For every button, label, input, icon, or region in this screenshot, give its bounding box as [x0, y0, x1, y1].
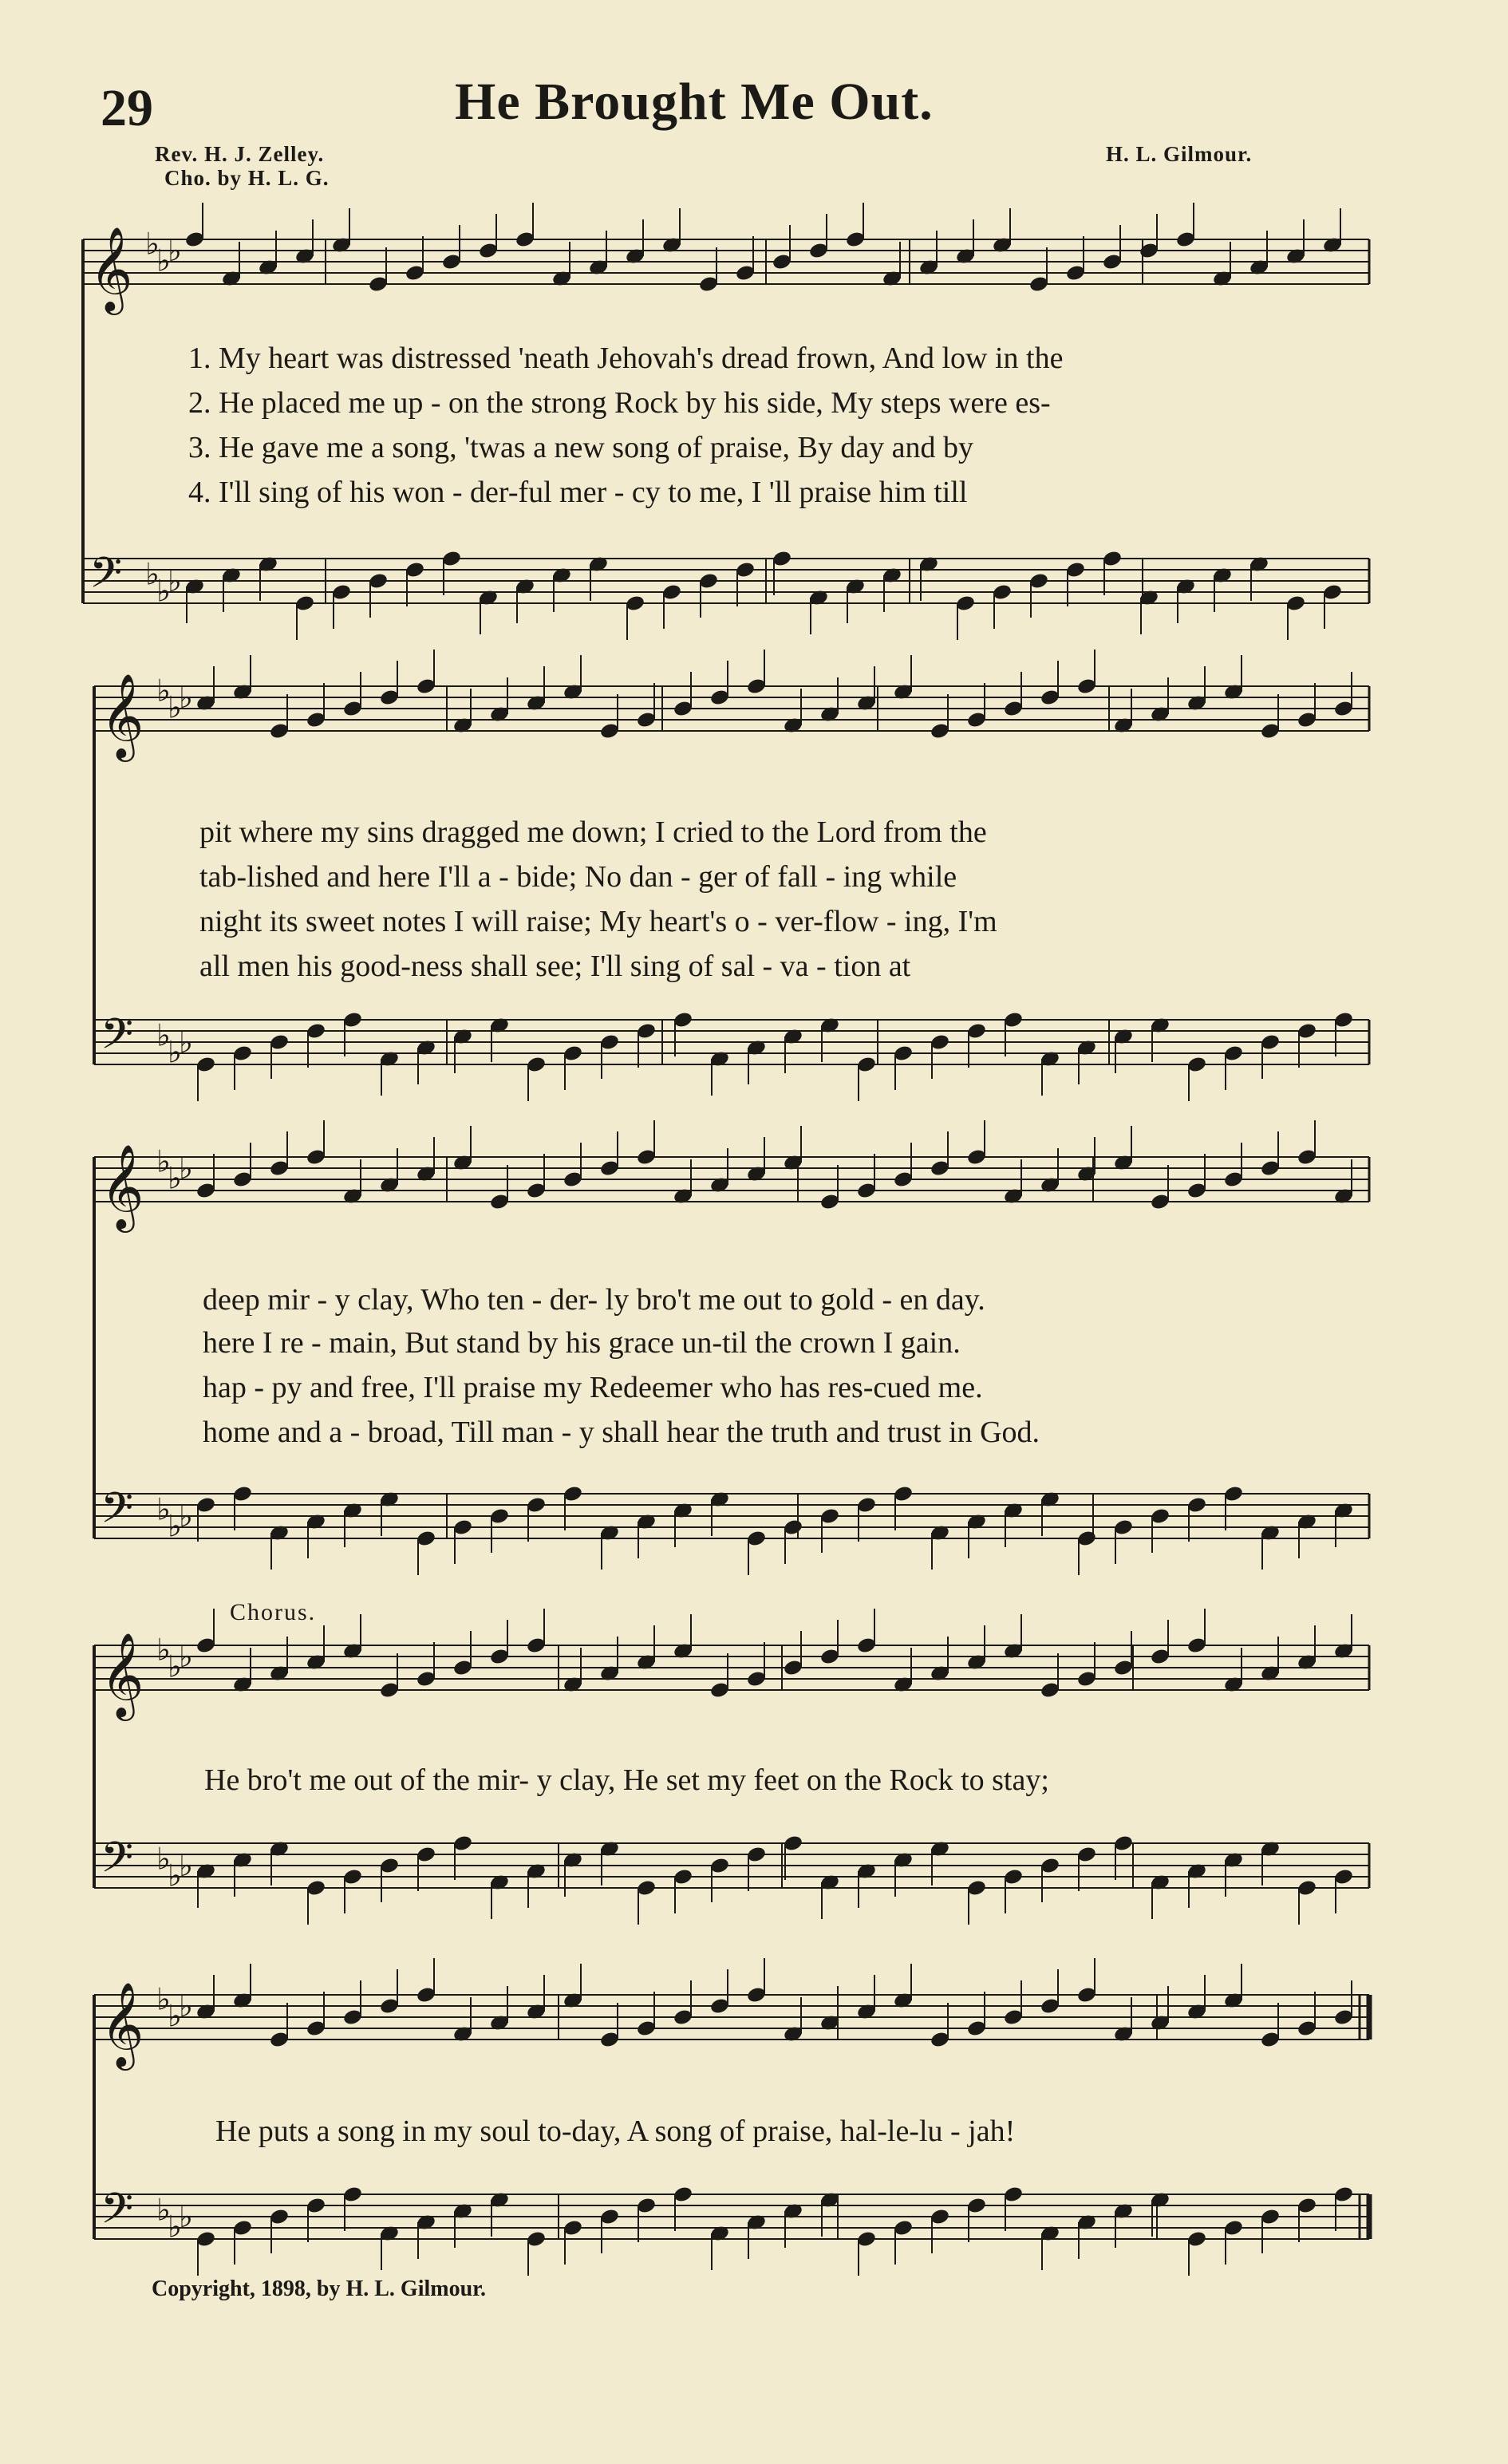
flat-sign: ♭ [156, 1981, 171, 2017]
flat-sign: ♭ [168, 232, 182, 268]
flat-sign: ♭ [168, 689, 182, 725]
flat-sign: ♭ [179, 1024, 193, 1060]
flat-sign: ♭ [156, 243, 171, 278]
flat-sign: ♭ [168, 1858, 182, 1893]
verse-2-line-1: 2. He placed me up - on the strong Rock by his side, My steps were es- [188, 386, 1051, 420]
flat-sign: ♭ [168, 563, 182, 598]
flat-sign: ♭ [168, 1508, 182, 1544]
verse-2-line-3: here I re - main, But stand by his grace un-til the crown I gain. [203, 1326, 961, 1360]
verse-2-line-2: tab-lished and here I'll a - bide; No dan - ger of fall - ing while [199, 860, 957, 894]
bass-clef: 𝄢 [101, 2185, 134, 2244]
lyricist-credit: Rev. H. J. Zelley. [155, 142, 325, 166]
hymn-number: 29 [101, 79, 153, 137]
verse-4-line-3: home and a - broad, Till man - y shall hear the truth and trust in God. [203, 1416, 1040, 1449]
bass-clef: 𝄢 [101, 1834, 134, 1893]
verse-1-line-1: 1. My heart was distressed 'neath Jehovah's dread frown, And low in the [188, 342, 1064, 375]
verse-4-line-1: 4. I'll sing of his won - der-ful mer - cy to me, I 'll praise him till [188, 476, 968, 509]
copyright-notice: Copyright, 1898, by H. L. Gilmour. [152, 2276, 487, 2301]
verse-1-line-3: deep mir - y clay, Who ten - der- ly bro't me out to gold - en day. [203, 1283, 985, 1317]
flat-sign: ♭ [145, 556, 160, 592]
chorus-credit: Cho. by H. L. G. [164, 166, 330, 190]
flat-sign: ♭ [179, 1847, 193, 1883]
flat-sign: ♭ [156, 1841, 171, 1877]
flat-sign: ♭ [168, 1160, 182, 1196]
verse-3-line-2: night its sweet notes I will raise; My heart's o - ver-flow - ing, I'm [199, 905, 997, 938]
verse-3-line-1: 3. He gave me a song, 'twas a new song of praise, By day and by [188, 431, 974, 464]
treble-clef: 𝄞 [89, 226, 133, 311]
verse-3-line-3: hap - py and free, I'll praise my Redeemer who has res-cued me. [203, 1371, 983, 1404]
treble-clef: 𝄞 [101, 673, 144, 758]
flat-sign: ♭ [168, 2209, 182, 2245]
flat-sign: ♭ [156, 2192, 171, 2228]
flat-sign: ♭ [156, 1017, 171, 1053]
flat-sign: ♭ [179, 1638, 193, 1674]
flat-sign: ♭ [156, 1143, 171, 1179]
flat-sign: ♭ [179, 1150, 193, 1186]
flat-sign: ♭ [179, 1498, 193, 1534]
verse-1-line-2: pit where my sins dragged me down; I cried to the Lord from the [199, 815, 987, 849]
bass-clef: 𝄢 [101, 1010, 134, 1069]
flat-sign: ♭ [168, 1649, 182, 1684]
flat-sign: ♭ [179, 679, 193, 715]
flat-sign: ♭ [156, 1632, 171, 1668]
verse-4-line-2: all men his good-ness shall see; I'll sing of sal - va - tion at [199, 950, 911, 983]
flat-sign: ♭ [179, 2198, 193, 2234]
flat-sign: ♭ [168, 1998, 182, 2034]
flat-sign: ♭ [145, 226, 160, 262]
flat-sign: ♭ [156, 673, 171, 709]
chorus-line-2: He puts a song in my soul to-day, A song of praise, hal-le-lu - jah! [215, 2115, 1016, 2148]
flat-sign: ♭ [179, 1988, 193, 2024]
treble-clef: 𝄞 [101, 1143, 144, 1229]
flat-sign: ♭ [156, 573, 171, 609]
chorus-label: Chorus. [230, 1599, 317, 1625]
flat-sign: ♭ [156, 1491, 171, 1527]
treble-clef: 𝄞 [101, 1632, 144, 1717]
treble-clef: 𝄞 [101, 1981, 144, 2067]
bass-clef: 𝄢 [101, 1484, 134, 1543]
hymn-title: He Brought Me Out. [455, 73, 934, 131]
bass-clef: 𝄢 [89, 549, 123, 608]
flat-sign: ♭ [168, 1034, 182, 1070]
chorus-line-1: He bro't me out of the mir- y clay, He set my feet on the Rock to stay; [204, 1763, 1049, 1797]
composer-credit: H. L. Gilmour. [1106, 142, 1253, 166]
